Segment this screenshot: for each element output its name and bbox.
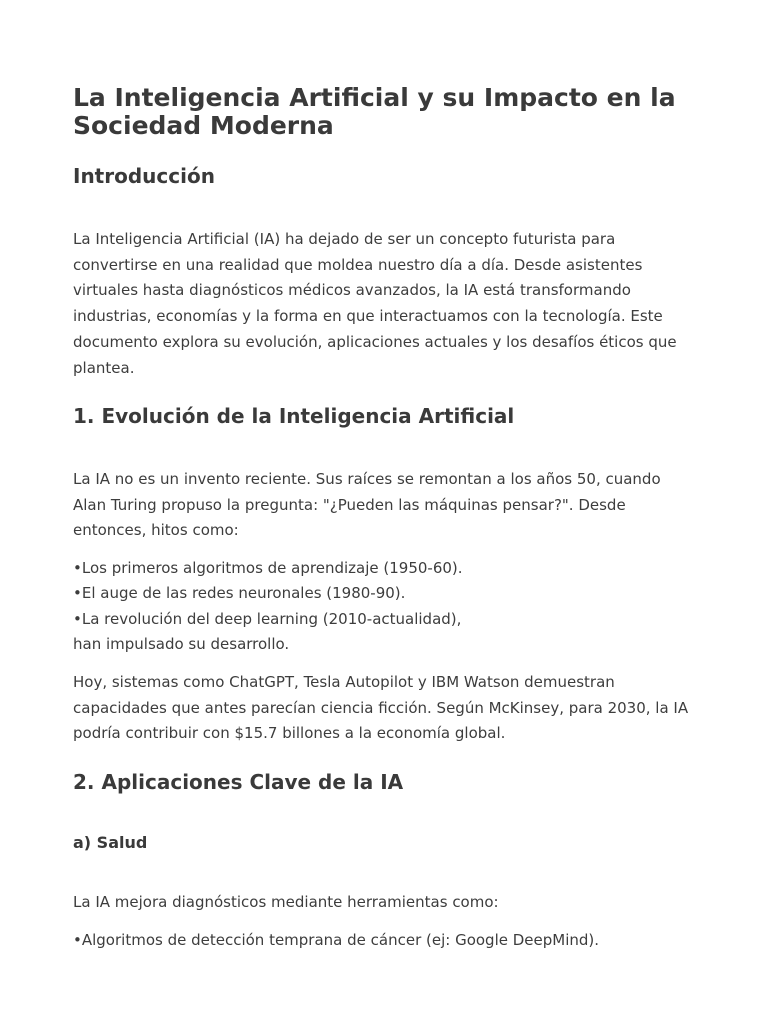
list-item-text: Algoritmos de detección temprana de cáncer (ej: Google DeepMind). — [81, 931, 600, 949]
intro-heading: Introducción — [73, 164, 215, 188]
section1-heading: 1. Evolución de la Inteligencia Artificial — [73, 404, 515, 428]
intro-paragraph: La Inteligencia Artificial (IA) ha dejado de ser un concepto futurista para convertirse en una realidad que moldea nuestro día a día. Desde asistentes virtuales hasta diagnósticos médicos avanzados, la IA está transformando industrias, economías y la forma en que interactuamos con la tecnología. Este documento explora su evolución, aplicaciones actuales y los desafíos éticos que plantea. — [73, 230, 677, 377]
section1-bullet-list — [73, 556, 698, 657]
bullet-icon: • — [73, 609, 82, 628]
bullet-icon: • — [73, 931, 82, 949]
list-item — [73, 607, 698, 632]
list-item — [73, 556, 698, 581]
list-item-text: El auge de las redes neuronales (1980-90). — [81, 584, 406, 603]
bullet-icon: • — [73, 584, 82, 603]
section1-paragraph1: La IA no es un invento reciente. Sus raíces se remontan a los años 50, cuando Alan Turing propuso la pregunta: "¿Pueden las máquinas pensar?". Desde entonces, hitos como: — [73, 470, 661, 540]
subsection-a-paragraph: La IA mejora diagnósticos mediante herramientas como: — [73, 893, 499, 911]
section1-paragraph2: Hoy, sistemas como ChatGPT, Tesla Autopilot y IBM Watson demuestran capacidades que antes parecían ciencia ficción. Según McKinsey, para 2030, la IA podría contribuir con $15.7 billones a la economía global. — [73, 673, 689, 743]
bullet-icon: • — [73, 559, 82, 577]
section2-heading: 2. Aplicaciones Clave de la IA — [73, 770, 404, 794]
list-item — [73, 928, 698, 953]
subsection-a-bullet-list — [73, 928, 698, 953]
list-item-text: La revolución del deep learning (2010-actualidad), — [81, 609, 462, 628]
list-tail-text: han impulsado su desarrollo. — [73, 634, 290, 653]
list-item — [73, 581, 698, 606]
subsection-a-heading: a) Salud — [73, 833, 148, 852]
list-item-text: Los primeros algoritmos de aprendizaje (1950-60). — [81, 559, 463, 577]
document-title: La Inteligencia Artificial y su Impacto en la Sociedad Moderna — [73, 83, 676, 140]
